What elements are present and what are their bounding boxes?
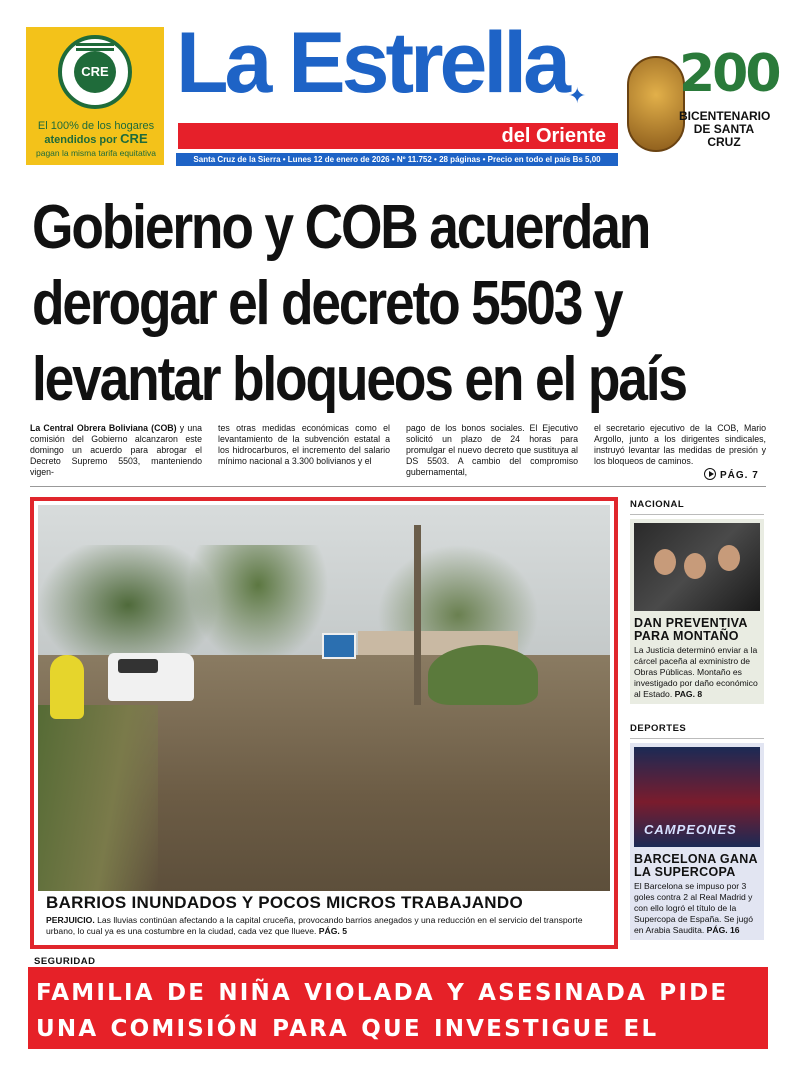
montano-photo [634,523,760,611]
lead-col-1 [30,423,202,477]
nacional-title: DAN PREVENTIVA PARA MONTAÑO [634,616,748,643]
campeones-text: CAMPEONES [644,822,737,837]
banner-text [36,975,760,1086]
cre-ad-line2: atendidos por [44,134,118,147]
bicentenario-number: 200 [679,44,779,104]
newspaper-title[interactable]: La Estrella [176,15,567,111]
cre-logo-text: CRE [74,51,116,93]
deportes-box [630,743,764,940]
horse-rider-seal-icon [627,56,685,152]
section-label-deportes: DEPORTES [630,723,764,739]
caption-text: Las lluvias continúan afectando a la capital cruceña, provocando barrios anegados y una reducción en el servicio del transporte urbano, lo cual ya es una costumbre en la ciudad, cada vez que llueve. [46,915,583,936]
star-icon: ✦ [568,83,587,108]
cre-ad-text [32,120,160,146]
deportes-text [634,881,760,936]
divider [30,486,766,487]
masthead-red-bar [178,123,618,149]
deportes-title: BARCELONA GANA LA SUPERCOPA [634,852,758,879]
seguridad-banner[interactable] [28,967,768,1078]
lead-col-3: pago de los bonos sociales. El Ejecutivo solicitó un plazo de 24 horas para promulgar el nuevo decreto que sustituya al DS 5503. A cambio del compromiso gubernamental, [406,423,578,477]
main-headline[interactable] [32,190,772,418]
photo-story-title: BARRIOS INUNDADOS Y POCOS MICROS TRABAJANDO [46,893,523,912]
deportes-page-ref: PÁG. 16 [706,925,740,935]
photo-story-caption [46,915,606,937]
photo-story[interactable] [30,497,618,949]
section-label-nacional: NACIONAL [630,499,764,515]
caption-page-ref: PÁG. 5 [318,926,347,936]
section-label-seguridad: SEGURIDAD [34,956,96,967]
sidebar-nacional[interactable] [630,499,764,704]
cre-ad[interactable] [26,27,164,165]
bicentenario-label: BICENTENARIO DE SANTA CRUZ [679,109,771,150]
cre-logo-icon [58,35,132,109]
nacional-page-ref: PAG. 8 [674,689,703,699]
nacional-box [630,519,764,704]
lead-col-4: el secretario ejecutivo de la COB, Mario Argollo, junto a los dirigentes sindicales, instruyó levantar las medidas de presión y los bloqueos de caminos. [594,423,766,466]
headline-line-3: levantar bloqueos en el país [32,345,686,414]
newspaper-subtitle: del Oriente [501,125,606,147]
play-icon [704,468,716,480]
flood-photo [38,505,610,891]
lead-col-1-text: y una comisión del Gobierno alcanzaron este domingo un acuerdo para abrogar el Decreto Supremo 5503, manteniendo vigen- [30,423,202,477]
deportes-body: El Barcelona se impuso por 3 goles contra 2 al Real Madrid y con ello logró el título de la Supercopa de España. Se jugó en Arabia Saudita. [634,881,753,935]
lead-col-2: tes otras medidas económicas como el levantamiento de la subvención estatal a los hidrocarburos, el incremento del salario mínimo nacional a 3.300 bolivianos y el [218,423,390,466]
banner-headline: FAMILIA DE NIÑA VIOLADA Y ASESINADA PIDE UNA COMISIÓN PARA QUE INVESTIGUE EL CASO. [36,980,729,1078]
lead-page-ref: PÁG. 7 [720,470,759,481]
cre-ad-line3: pagan la misma tarifa equitativa [35,148,156,158]
bicentenario-logo [627,44,779,159]
headline-line-1: Gobierno y COB acuerdan [32,193,650,262]
caption-lead: PERJUICIO. [46,915,95,925]
lead-bold: La Central Obrera Boliviana (COB) [30,423,177,433]
cre-ad-line1: El 100% de los hogares [37,120,155,132]
cre-ad-brand: CRE [120,131,148,147]
sidebar-deportes[interactable] [630,723,764,940]
nacional-text [634,645,760,700]
lead-page-link[interactable] [704,468,759,481]
barcelona-photo [634,747,760,847]
nacional-body: La Justicia determinó enviar a la cárcel paceña al exministro de Obras Públicas. Montaño es investigado por daño económico al Estado. [634,645,758,699]
issue-info: Santa Cruz de la Sierra • Lunes 12 de enero de 2026 • Nº 11.752 • 28 páginas • Precio en todo el país Bs 5,00 [176,153,618,166]
banner-page-ref: PÁG. 9 [138,1063,177,1073]
headline-line-2: derogar el decreto 5503 y [32,269,622,338]
